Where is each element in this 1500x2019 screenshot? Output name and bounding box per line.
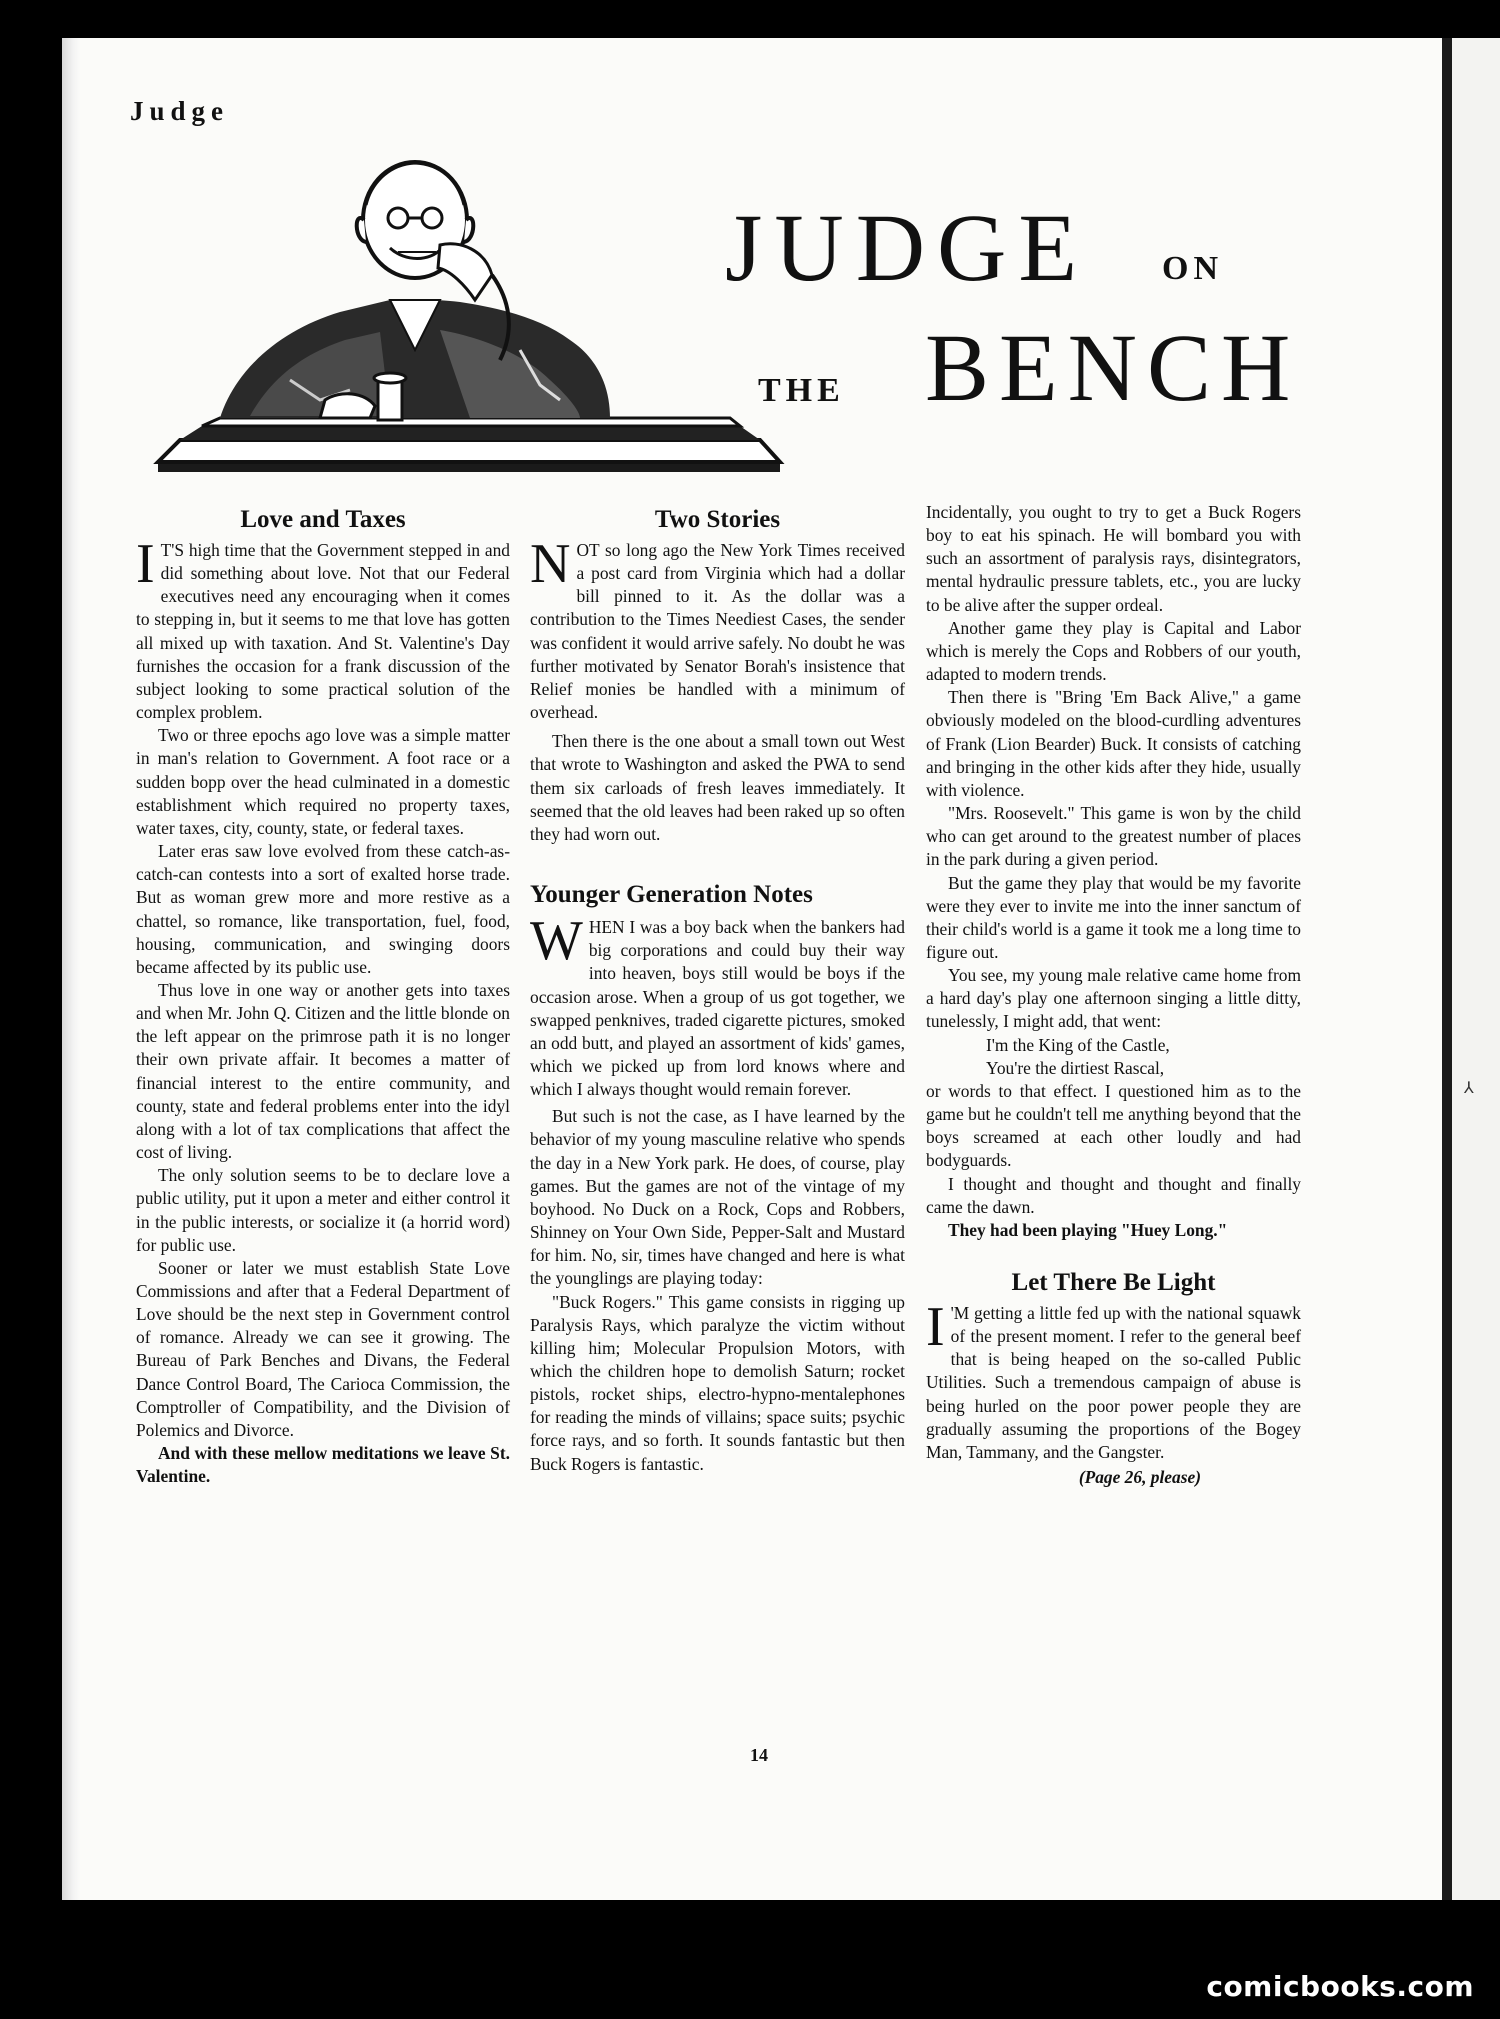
paragraph: I thought and thought and thought and finally came the dawn. <box>926 1173 1301 1217</box>
watermark: comicbooks.com <box>1206 1970 1474 2003</box>
paragraph: You see, my young male relative came home from a hard day's play one afternoon singing a little ditty, tunelessly, I might add, that went: <box>926 965 1301 1032</box>
paragraph: I 'M getting a little fed up with the national squawk of the present moment. I refer to the general beef that is being heaped on the so-called Public Utilities. Such a tremendous campaign of abuse is being hurled on the poor power people they are gradually assuming the proportions of the Bogey Man, Tammany, and the Gangster. <box>926 1296 1301 1462</box>
next-page-edge <box>1452 38 1500 1900</box>
running-head: Judge <box>130 96 230 126</box>
title-bench: BENCH <box>925 314 1301 421</box>
title-on: ON <box>1162 250 1223 287</box>
paragraph: Thus love in one way or another gets into taxes and when Mr. John Q. Citizen and the little blonde on the left appear on the primrose path it is no longer their own private affair. It becomes a matter of financial interest to the entire community, and county, state and federal problems enter into the idyl along with a lot of tax complications that affect the cost of living. <box>136 979 510 1163</box>
spacer <box>926 1242 1301 1268</box>
column-3 <box>926 501 1301 1489</box>
page-gutter-shadow <box>62 38 80 1900</box>
column-2 <box>530 505 905 1476</box>
paragraph: They had been playing "Huey Long." <box>948 1219 1228 1240</box>
paragraph: Incidentally, you ought to try to get a Buck Rogers boy to eat his spinach. He will bombard you with such an assortment of paralysis rays, disintegrators, mental hydraulic pressure tablets, etc., you are lucky to be alive after the supper ordeal. <box>926 502 1301 615</box>
continued-line: (Page 26, please) <box>1078 1467 1201 1488</box>
drop-cap: I <box>926 1296 945 1358</box>
article-heading-two-stories: Two Stories <box>654 506 781 533</box>
verse-line: I'm the King of the Castle, <box>986 1034 1170 1055</box>
paragraph: "Mrs. Roosevelt." This game is won by the child who can get around to the greatest number of places in the park during a given period. <box>926 803 1301 870</box>
article-heading-love-and-taxes: Love and Taxes <box>240 506 406 533</box>
drop-cap: I <box>136 533 155 595</box>
side-mark: ⅄ <box>1464 1078 1474 1097</box>
article-heading-younger-generation-notes: Younger Generation Notes <box>530 881 813 909</box>
title-judge: JUDGE <box>725 194 1089 301</box>
paragraph: "Buck Rogers." This game consists in rigging up Paralysis Rays, which paralyze the victim without killing him; Molecular Propulsion Motors, with which the children hope to demolish Saturn; rocket pistols, rocket ships, electro-hypno-mentalephones for reading the minds of villains; space suits; psychic force rays, and so forth. It sounds fantastic but then Buck Rogers is fantastic. <box>530 1291 905 1474</box>
drop-cap: N <box>530 533 571 595</box>
paragraph: Then there is "Bring 'Em Back Alive," a game obviously modeled on the blood-curdling adventures of Frank (Lion Bearder) Buck. It consists of catching and bringing in the other kids after they hide, usually with violence. <box>926 687 1301 800</box>
paragraph: Then there is the one about a small town out West that wrote to Washington and asked the PWA to send them six carloads of fresh leaves immediately. It seemed that the old leaves had been raked up so often they had worn out. <box>530 731 905 844</box>
drop-cap: W <box>530 910 583 973</box>
book-spine <box>1442 38 1452 1900</box>
paragraph: And with these mellow meditations we leave St. Valentine. <box>136 1443 510 1487</box>
paragraph: Sooner or later we must establish State Love Commissions and after that a Federal Department of Love should be the next step in Government control of romance. Already we can see it growing. The Bureau of Park Benches and Divans, the Federal Dance Control Board, The Carioca Commission, the Comptroller of Compatibility, and the Division of Polemics and Divorce. <box>136 1257 510 1440</box>
paragraph: Two or three epochs ago love was a simple matter in man's relation to Government. A foot race or a sudden bopp over the head culminated in a domestic establishment which required no property taxes, water taxes, city, county, state, or federal taxes. <box>136 725 510 838</box>
column-1 <box>136 505 510 1488</box>
title-the: THE <box>758 372 845 409</box>
paragraph: I T'S high time that the Government stepped in and did something about love. Not that our Federal executives need any encouraging when it comes to stepping in, but it seems to me that love has gotten all mixed up with taxation. And St. Valentine's Day furnishes the occasion for a frank discussion of the subject looking to some practical solution of the complex problem. <box>136 533 510 723</box>
paragraph: WHEN I was a boy back when the bankers had big corporations and could buy their way into heaven, boys still would be boys if the occasion arose. When a group of us got together, we swapped penknives, traded cigarette pictures, smoked an odd butt, and played an assortment of kids' games, which we picked up from lord knows where and which I always thought would remain forever. <box>530 910 905 1100</box>
verse-line: You're the dirtiest Rascal, <box>986 1057 1165 1078</box>
article-heading-let-there-be-light: Let There Be Light <box>1011 1269 1216 1296</box>
paragraph: But the game they play that would be my favorite were they ever to invite me into the inner sanctum of their child's world is a game it took me a long time to figure out. <box>926 872 1301 962</box>
paragraph: Later eras saw love evolved from these catch-as-catch-can contests into a sort of exalted horse trade. But as woman grew more and more restive as a chattel, so romance, like transportation, fuel, food, housing, communication, and swinging doors became affected by its public use. <box>136 841 510 977</box>
paragraph: But such is not the case, as I have learned by the behavior of my young masculine relative who spends the day in a New York park. He does, of course, play games. But the games are not of the vintage of my boyhood. No Duck on a Rock, Cops and Robbers, Shinney on Your Own Side, Pepper-Salt and Mustard for him. No, sir, times have changed and here is what the younglings are playing today: <box>530 1106 905 1289</box>
spacer <box>530 846 905 880</box>
paragraph: or words to that effect. I questioned him as to the game but he couldn't tell me anything beyond that the boys screamed at each other loudly and had bodyguards. <box>926 1080 1301 1171</box>
paragraph: NOT so long ago the New York Times received a post card from Virginia which had a dollar bill pinned to it. As the dollar was a contribution to the Times Neediest Cases, the sender was confident it would arrive safely. No doubt he was further motivated by Senator Borah's insistence that Relief monies be handled with a minimum of overhead. <box>530 533 905 723</box>
paragraph: Another game they play is Capital and Labor which is merely the Cops and Robbers of our youth, adapted to modern trends. <box>926 617 1301 685</box>
page-number: 14 <box>750 1745 768 1765</box>
paragraph: The only solution seems to be to declare love a public utility, put it upon a meter and either control it in the public interests, or socialize it (a horrid word) for public use. <box>136 1165 510 1255</box>
